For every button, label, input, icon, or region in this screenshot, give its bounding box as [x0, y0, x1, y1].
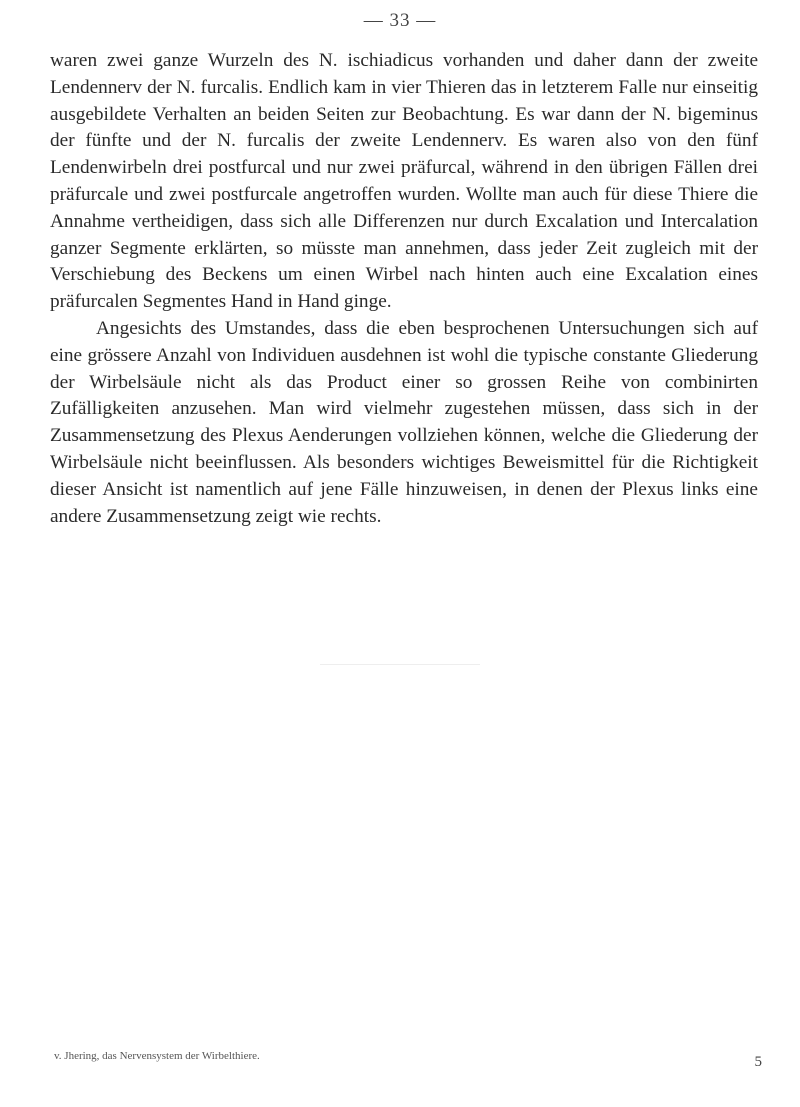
faint-divider	[320, 664, 480, 665]
page-number-header: — 33 —	[363, 10, 437, 31]
footer-signature-mark: 5	[754, 1054, 762, 1070]
body-text	[50, 48, 758, 530]
paragraph-1: waren zwei ganze Wurzeln des N. ischiadicus vorhanden und daher dann der zweite Lendennerv der N. furcalis. Endlich kam in vier Thieren das in letzterem Falle nur einseitig ausgebildete Verhalten an beiden Seiten zur Beobachtung. Es war dann der N. bigeminus der fünfte und der N. furcalis der zweite Lendennerv. Es waren also von den fünf Lendenwirbeln drei postfurcal und nur zwei präfurcal, während in den übrigen Fällen drei präfurcale und zwei postfurcale angetroffen wurden. Wollte man auch für diese Thiere die Annahme vertheidigen, dass sich alle Differenzen nur durch Excalation und Intercalation ganzer Segmente erklärten, so müsste man annehmen, dass jeder Zeit zugleich mit der Verschiebung des Beckens um einen Wirbel nach hinten auch eine Excalation eines präfurcalen Segmentes Hand in Hand ginge.	[50, 50, 758, 313]
footer-signature: v. Jhering, das Nervensystem der Wirbelthiere.	[54, 1050, 260, 1062]
paragraph-2: Angesichts des Umstandes, dass die eben besprochenen Untersuchungen sich auf eine grössere Anzahl von Individuen ausdehnen ist wohl die typische constante Gliederung der Wirbelsäule nicht als das Product einer so grossen Reihe von combinirten Zufälligkeiten anzusehen. Man wird vielmehr zugestehen müssen, dass sich in der Zusammensetzung des Plexus Aenderungen vollziehen können, welche die Gliederung der Wirbelsäule nicht beeinflussen. Als besonders wichtiges Beweismittel für die Richtigkeit dieser Ansicht ist namentlich auf jene Fälle hinzuweisen, in denen der Plexus links eine andere Zusammensetzung zeigt wie rechts.	[50, 317, 758, 527]
